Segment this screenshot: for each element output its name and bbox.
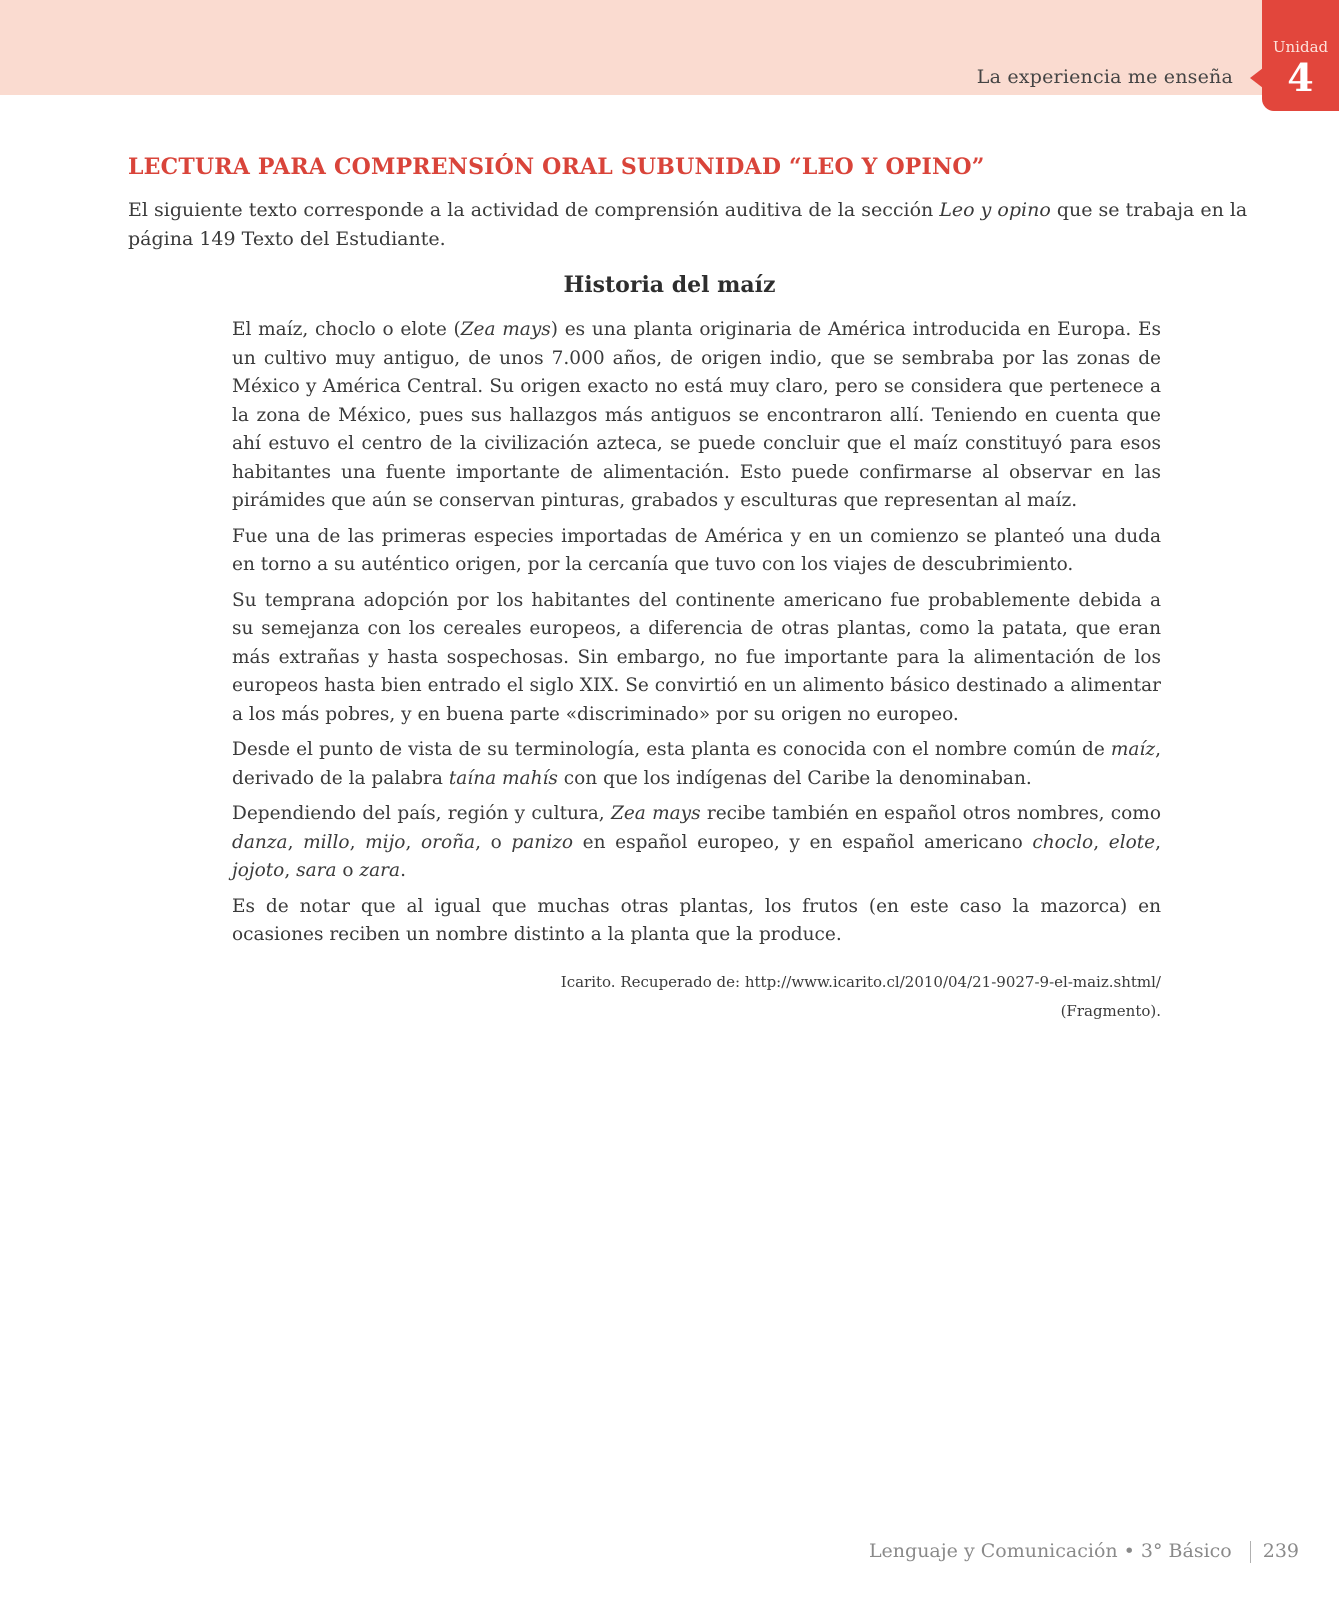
footer-divider <box>1250 1541 1251 1563</box>
unit-label: Unidad <box>1272 38 1329 56</box>
italic-term: mijo <box>365 831 406 853</box>
text-run: . <box>400 860 406 881</box>
text-run: , <box>284 860 297 881</box>
text-run: recibe también en español otros nombres, como <box>700 803 1161 824</box>
unit-number: 4 <box>1287 55 1314 100</box>
text-run: , derivado de la palabra <box>232 739 1161 789</box>
italic-term: sara <box>296 860 337 881</box>
intro-paragraph <box>128 196 1258 254</box>
italic-term: oroña <box>421 831 476 853</box>
source-fragment-note: (Fragmento). <box>1060 1002 1161 1020</box>
intro-text-end: que se trabaja en la página 149 Texto del Estudiante. <box>128 199 1248 250</box>
page-number: 239 <box>1262 1540 1299 1562</box>
intro-text-start: El siguiente texto corresponde a la actividad de comprensión auditiva de la sección <box>128 199 940 221</box>
italic-term: maíz <box>1110 739 1156 760</box>
text-run: El maíz, choclo o elote ( <box>232 319 461 340</box>
italic-term: choclo <box>1032 831 1094 853</box>
reading-body <box>232 316 1161 957</box>
text-run: o <box>336 860 360 881</box>
text-run: , <box>287 831 304 853</box>
italic-term: elote <box>1108 831 1156 853</box>
reading-title: Historia del maíz <box>563 272 776 298</box>
scientific-name: Zea mays <box>460 319 551 340</box>
source-citation <box>232 968 1161 1026</box>
section-heading: LECTURA PARA COMPRENSIÓN ORAL SUBUNIDAD “LEO Y OPINO” <box>128 154 985 180</box>
reading-paragraph-5 <box>232 800 1161 886</box>
page-footer <box>869 1540 1299 1563</box>
text-run: Desde el punto de vista de su terminología, esta planta es conocida con el nombre común de <box>232 739 1111 760</box>
footer-subject: Lenguaje y Comunicación • 3° Básico <box>868 1540 1232 1562</box>
text-run: , <box>405 831 421 853</box>
italic-term: millo <box>303 831 350 853</box>
reading-paragraph-2: Fue una de las primeras especies importadas de América y en un comienzo se planteó una duda en torno a su auténtico origen, por la cercanía que tuvo con los viajes de descubrimiento. <box>232 525 1161 575</box>
text-run: con que los indígenas del Caribe la denominaban. <box>557 767 1032 789</box>
unit-tab <box>1262 0 1339 111</box>
italic-term: zara <box>359 860 401 881</box>
reading-paragraph-3: Su temprana adopción por los habitantes del continente americano fue probablemente debida a su semejanza con los cereales europeos, a diferencia de otras plantas, como la patata, que eran más extrañas y hasta sospechosas. Sin embargo, no fue importante para la alimentación de los europeos hasta bien entrado el siglo XIX. Se convirtió en un alimento básico destinado a alimentar a los más pobres, y en buena parte «discriminado» por su origen no europeo. <box>232 589 1161 725</box>
intro-section-name: Leo y opino <box>939 199 1051 221</box>
text-run: , <box>349 831 366 853</box>
reading-paragraph-1 <box>232 316 1161 516</box>
italic-term: panizo <box>511 831 573 853</box>
text-run: , o <box>475 831 512 853</box>
italic-term: taína mahís <box>448 767 558 789</box>
reading-paragraph-4 <box>232 736 1161 793</box>
scientific-name: Zea mays <box>610 803 701 824</box>
text-run: , <box>1093 831 1109 853</box>
text-run: en español europeo, y en español americano <box>573 831 1033 853</box>
source-url-line: Icarito. Recuperado de: http://www.icarito.cl/2010/04/21-9027-9-el-maiz.shtml/ <box>560 973 1161 991</box>
italic-term: jojoto <box>232 860 285 881</box>
text-run: ) es una planta originaria de América introducida en Europa. Es un cultivo muy antiguo, de unos 7.000 años, de origen indio, que se sembraba por las zonas de México y América Central. Su origen exacto no está muy claro, pero se considera que pertenece a la zona de México, pues sus hallazgos más antiguos se encontraron allí. Teniendo en cuenta que ahí estuvo el centro de la civilización azteca, se puede concluir que el maíz constituyó para esos habitantes una fuente importante de alimentación. Esto puede confirmarse al observar en las pirámides que aún se conservan pinturas, grabados y esculturas que representan al maíz. <box>232 319 1161 511</box>
text-run: Dependiendo del país, región y cultura, <box>232 803 611 824</box>
text-run: , <box>1155 831 1162 853</box>
header-title: La experiencia me enseña <box>976 66 1233 88</box>
reading-paragraph-6: Es de notar que al igual que muchas otras plantas, los frutos (en este caso la mazorca) en ocasiones reciben un nombre distinto a la planta que la produce. <box>232 895 1161 945</box>
italic-term: danza <box>232 831 288 853</box>
